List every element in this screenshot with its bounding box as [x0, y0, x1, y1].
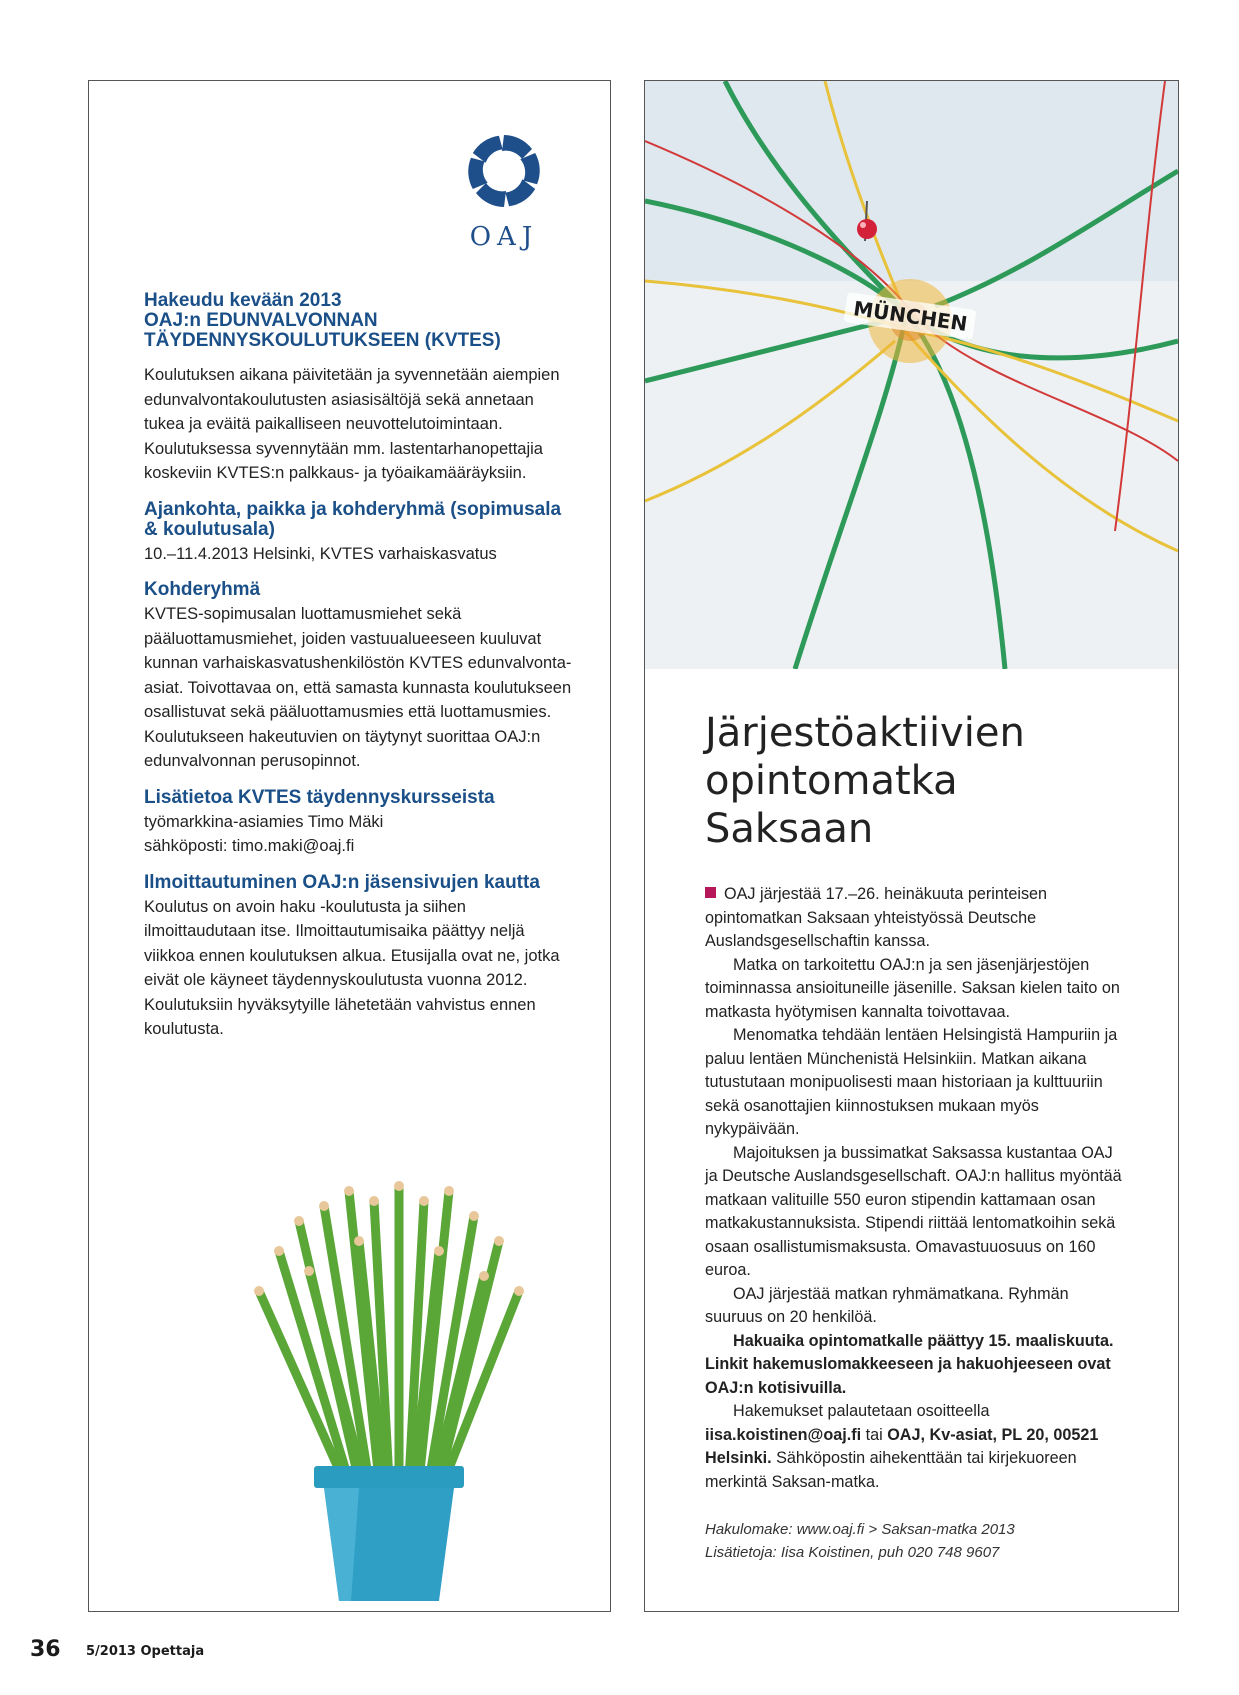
- section-target-text: KVTES-sopimusalan luottamusmiehet sekä pääluottamusmiehet, joiden vastuualueeseen kuuluvat kunnan varhaiskasvatushenkilöstön KVTES edunvalvonta-asiat. Toivottavaa on, että samasta kunnasta koulutukseen osallistuvat sekä pääluottamusmies että luottamusmies. Koulutukseen hakeutuvien on täytynyt suorittaa OAJ:n edunvalvonnan perusopinnot.: [144, 605, 572, 770]
- left-panel: [88, 80, 611, 1612]
- pencil-pot-image: [239, 1181, 539, 1601]
- section-registration-text: Koulutus on avoin haku -koulutusta ja siihen ilmoittaudutaan itse. Ilmoittautumisaika päättyy neljä viikkoa ennen koulutuksen alkua. Etusijalla ovat ne, jotka eivät ole käyneet täydennyskoulutusta vuonna 2012. Koulutuksiin hyväksytyille lähetetään vahvistus ennen koulutusta.: [144, 897, 560, 1038]
- map-pin-icon: [857, 219, 877, 239]
- footnote-contact: Lisätietoja: Iisa Koistinen, puh 020 748 9607: [705, 1544, 1000, 1561]
- section-info-title: Lisätietoa KVTES täydennyskursseista: [144, 786, 495, 808]
- section-registration-title: Ilmoittautuminen OAJ:n jäsensivujen kautta: [144, 871, 540, 893]
- paragraph-1: OAJ järjestää 17.–26. heinäkuuta perinteisen opintomatkan Saksaan yhteistyössä Deutsche Auslandsgesellschaftin kanssa.: [705, 885, 1048, 950]
- info-contact-email: sähköposti: timo.maki@oaj.fi: [144, 837, 355, 855]
- title-line-3: Saksaan: [705, 806, 874, 852]
- paragraph-4: Majoituksen ja bussimatkat Saksassa kustantaa OAJ ja Deutsche Auslandsgesellschaft. OAJ:n hallitus myöntää matkaan valituille 550 euron stipendin kattamaan osan matkakustannuksista. Stipendi riittää lentomatkoihin sekä osaan osallistumismaksusta. Omavastuuosuus on 160 euroa.: [705, 1143, 1122, 1279]
- title-line-1: Järjestöaktiivien: [705, 710, 1025, 756]
- title-line-2: OAJ:n EDUNVALVONNAN: [144, 310, 378, 331]
- page-number: 36: [30, 1637, 61, 1662]
- footnote: [705, 1518, 1125, 1564]
- bullet-square-icon: [705, 887, 716, 898]
- contact-email: iisa.koistinen@oaj.fi: [705, 1425, 862, 1444]
- info-contact-name: työmarkkina-asiamies Timo Mäki: [144, 812, 384, 831]
- right-content: [705, 709, 1125, 1564]
- right-panel: [644, 80, 1179, 1612]
- logo-text: OAJ: [469, 222, 539, 252]
- title-line-3: TÄYDENNYSKOULUTUKSEEN (KVTES): [144, 330, 501, 351]
- oaj-logo: [454, 129, 554, 252]
- footnote-form-link: Hakulomake: www.oaj.fi > Saksan-matka 2013: [705, 1521, 1015, 1538]
- paragraph-5: OAJ järjestää matkan ryhmämatkana. Ryhmän suuruus on 20 henkilöä.: [705, 1284, 1069, 1326]
- section-date-text: 10.–11.4.2013 Helsinki, KVTES varhaiskasvatus: [144, 544, 497, 563]
- munich-map-image: [645, 81, 1178, 669]
- publication-info: 5/2013 Opettaja: [86, 1644, 205, 1659]
- paragraph-2: Matka on tarkoitettu OAJ:n ja sen jäsenjärjestöjen toiminnassa ansioituneille jäsenille. Saksan kielen taito on matkasta hyötymisen kannalta toivottavaa.: [705, 955, 1120, 1021]
- title-line-1: Hakeudu kevään 2013: [144, 290, 342, 311]
- oaj-emblem-icon: [462, 129, 546, 213]
- paragraph-application: Hakemukset palautetaan osoitteella iisa.koistinen@oaj.fi tai OAJ, Kv-asiat, PL 20, 00521 Helsinki. Sähköpostin aihekenttään tai kirjekuoreen merkintä Saksan-matka.: [705, 1402, 1099, 1491]
- paragraph-3: Menomatka tehdään lentäen Helsingistä Hampuriin ja paluu lentäen Münchenistä Helsinkiin. Matkan aikana tutustutaan monipuolisesti maan historiaan ja kulttuuriin sekä osanottajien kiinnostuksen mukaan myös nykypäivään.: [705, 1026, 1118, 1138]
- left-content: [144, 291, 574, 1054]
- intro-text: Koulutuksen aikana päivitetään ja syvennetään aiempien edunvalvontakoulutusten asiasisältöjä sekä annetaan tukea ja eväitä paikalliseen neuvottelutoimintaan. Koulutuksessa syvennytään mm. lastentarhanopettajia koskeviin KVTES:n palkkaus- ja työaikamääräyksiin.: [144, 366, 560, 482]
- postal-address: OAJ, Kv-asiat, PL 20, 00521 Helsinki.: [705, 1425, 1099, 1467]
- title-line-2: opintomatka: [705, 758, 958, 804]
- section-date-title: Ajankohta, paikka ja kohderyhmä (sopimusala & koulutusala): [144, 498, 562, 540]
- paragraph-deadline: Hakuaika opintomatkalle päättyy 15. maaliskuuta. Linkit hakemuslomakkeeseen ja hakuohjeeseen ovat OAJ:n kotisivuilla.: [705, 1331, 1114, 1397]
- section-target-title: Kohderyhmä: [144, 579, 261, 600]
- article-title: [705, 709, 1125, 853]
- map-city-label: MÜNCHEN: [851, 296, 969, 336]
